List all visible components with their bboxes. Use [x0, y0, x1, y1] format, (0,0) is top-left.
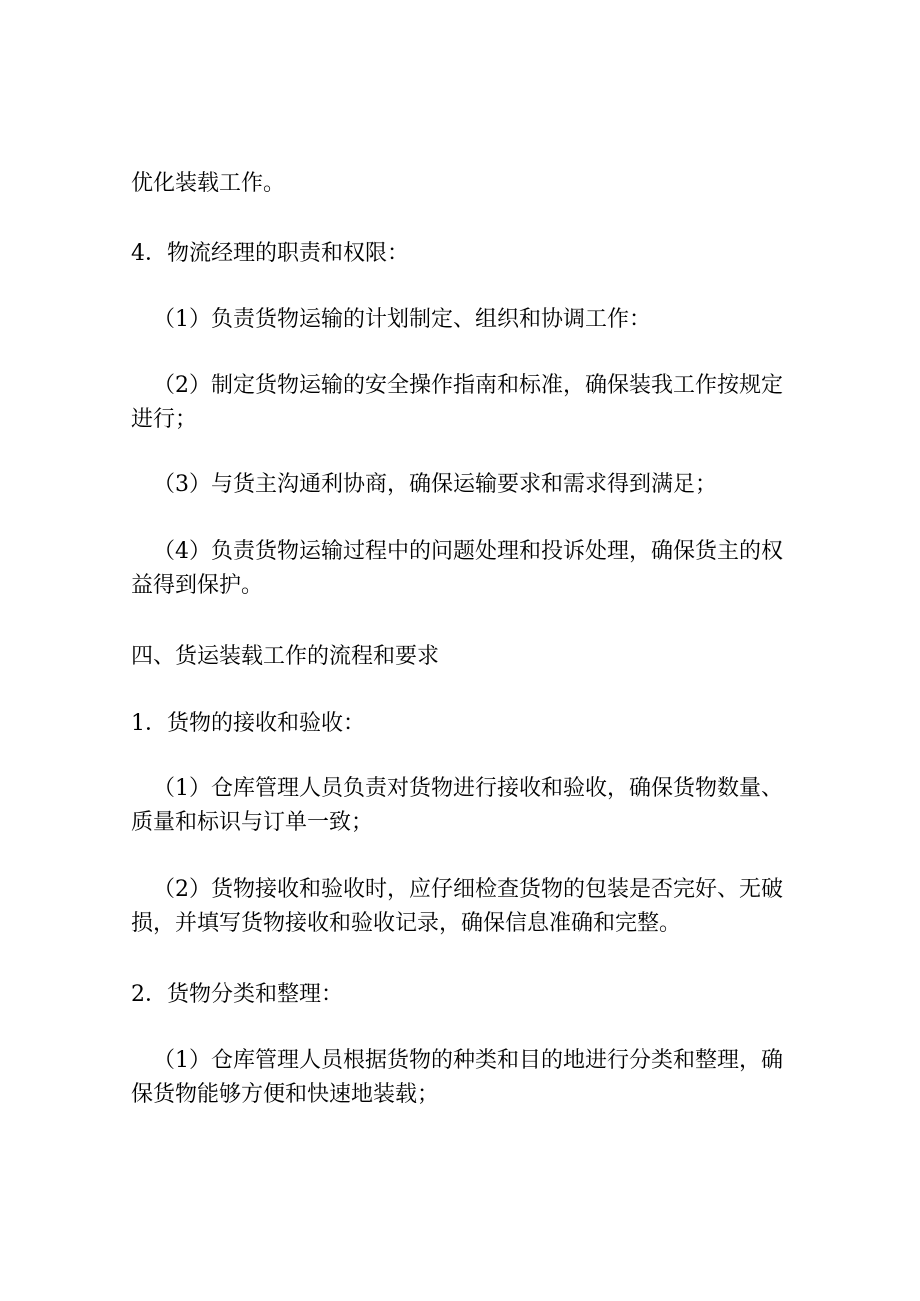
- list-item-receiving-2: （2）货物接收和验收时，应仔细检查货物的包装是否完好、无破损，并填写货物接收和验收记录，确保信息准确和完整。: [131, 877, 783, 936]
- heading-sorting-arranging: 2．货物分类和整理：: [131, 982, 343, 1007]
- list-item-duty-3: （3）与货主沟通利协商，确保运输要求和需求得到满足；: [153, 472, 717, 497]
- heading-receiving-inspection: 1．货物的接收和验收：: [131, 711, 365, 736]
- section-heading-loading-process: 四、货运装载工作的流程和要求: [131, 644, 440, 669]
- list-item-duty-2: （2）制定货物运输的安全操作指南和标准，确保装我工作按规定进行；: [131, 373, 783, 432]
- list-item-sorting-1: （1）仓库管理人员根据货物的种类和目的地进行分类和整理，确保货物能够方便和快速地装载；: [131, 1048, 783, 1107]
- paragraph-continuation: 优化装载工作。: [131, 171, 286, 196]
- list-item-receiving-1: （1）仓库管理人员负责对货物进行接收和验收，确保货物数量、质量和标识与订单一致；: [131, 776, 783, 835]
- list-item-duty-4: （4）负责货物运输过程中的问题处理和投诉处理，确保货主的权益得到保护。: [131, 539, 783, 598]
- heading-logistics-manager-duties: 4．物流经理的职责和权限：: [131, 241, 409, 266]
- list-item-duty-1: （1）负责货物运输的计划制定、组织和协调工作：: [153, 307, 651, 332]
